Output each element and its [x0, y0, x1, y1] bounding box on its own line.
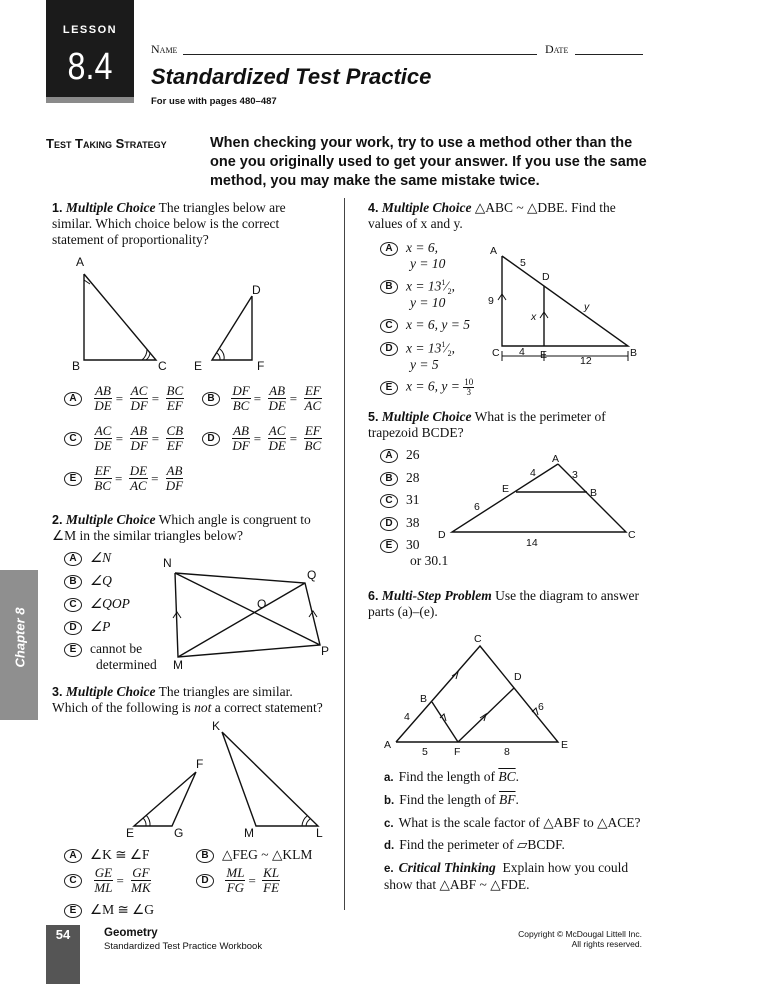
question-type: Multiple Choice: [65, 684, 156, 699]
question-4: [368, 200, 648, 232]
q3-choice-a[interactable]: A ∠K ≅ ∠F: [64, 847, 150, 863]
q5-trapezoid-figure: [430, 450, 640, 550]
q4-label-4: 4: [519, 346, 525, 358]
question-text: Which angle is congruent to ∠M in the similar triangles below?: [52, 512, 311, 543]
column-divider: [344, 198, 345, 910]
q6-label-b: B: [420, 693, 428, 705]
q3-label-l: L: [316, 826, 323, 840]
q1-label-a: A: [76, 255, 85, 269]
q2-label-n: N: [163, 556, 172, 570]
q4-triangle-figure: [484, 238, 644, 368]
q1-label-c: C: [158, 359, 167, 373]
q2-choice-d[interactable]: D ∠P: [64, 619, 110, 635]
copyright: Copyright © McDougal Littell Inc. All rights reserved.: [518, 929, 642, 949]
q3-label-f: F: [196, 757, 204, 771]
q5-choice-d[interactable]: D 38: [380, 515, 420, 531]
q6-label-e: E: [561, 739, 569, 751]
q4-label-d: D: [542, 271, 550, 283]
question-text: The triangles are similar. Which of the following is: [52, 684, 293, 715]
q6-label-c: C: [474, 633, 482, 645]
book-title: Geometry: [104, 927, 158, 939]
q1-label-b: B: [72, 359, 81, 373]
q5-label-b: B: [590, 487, 598, 499]
q6-triangle-figure: [380, 628, 580, 763]
question-type: Multi-Step Problem: [381, 588, 492, 603]
page-title: Standardized Test Practice: [151, 64, 432, 89]
q4-label-y: y: [584, 301, 590, 313]
q5-choice-e-cont: or 30.1: [410, 553, 449, 568]
q2-label-m: M: [173, 658, 183, 672]
q1-choice-b[interactable]: B $\frac{DF}{BC}$ = $\frac{AB}{DE}$ = $\frac{EF}{AC}$: [202, 384, 322, 413]
q6-label-8: 8: [504, 746, 510, 758]
q5-label-3: 3: [572, 469, 578, 481]
q4-label-a: A: [490, 245, 498, 257]
q4-label-c: C: [492, 347, 500, 359]
q4-label-b: B: [630, 347, 638, 359]
question-5: [368, 409, 648, 441]
q1-triangles-figure: [60, 252, 280, 374]
q3-label-e: E: [126, 826, 135, 840]
q1-choice-e[interactable]: E $\frac{EF}{BC}$ = $\frac{DE}{AC}$ = $\frac{AB}{DF}$: [64, 464, 184, 493]
question-type: Multiple Choice: [381, 409, 472, 424]
q3-triangles-figure: [120, 718, 335, 842]
q5-label-e: E: [502, 483, 510, 495]
q2-choice-e[interactable]: E cannot be: [64, 641, 142, 657]
q2-bowtie-figure: [155, 555, 340, 675]
q6-label-a: A: [384, 739, 392, 751]
q4-choice-d[interactable]: D $x = 13^1⁄_2$,: [380, 340, 455, 358]
question-type: Multiple Choice: [381, 200, 472, 215]
lesson-number: 8.4: [67, 46, 113, 88]
page-number: 54: [55, 927, 71, 942]
choice-bubble: A: [64, 392, 82, 406]
q6-part-c: c. What is the scale factor of △ABF to △ACE?: [384, 815, 641, 830]
q4-label-5: 5: [520, 257, 526, 269]
strategy-label: Test Taking Strategy: [46, 136, 167, 151]
q5-choice-b[interactable]: B 28: [380, 470, 420, 486]
q4-label-12: 12: [580, 355, 592, 367]
chapter-tab-label: Chapter 8: [12, 607, 28, 668]
q4-choice-c[interactable]: C x = 6, y = 5: [380, 317, 470, 333]
lesson-word: LESSON: [62, 24, 118, 36]
date-label: Date: [545, 42, 569, 56]
q3-label-g: G: [174, 826, 184, 840]
q2-choice-b[interactable]: B ∠Q: [64, 573, 112, 589]
q5-label-4: 4: [530, 467, 536, 479]
lesson-badge: [46, 0, 134, 103]
q6-part-e: e. Critical Thinking Explain how you could show that △ABF ~ △FDE.: [384, 860, 629, 892]
q2-label-o: O: [257, 597, 267, 611]
question-type: Multiple Choice: [65, 200, 156, 215]
q6-label-f: F: [454, 746, 461, 758]
question-3: 3. Multiple Choice The triangles are similar. Which of the following is not a correct statement?: [52, 684, 323, 715]
q2-label-q: Q: [307, 568, 317, 582]
q4-label-e: E: [540, 349, 548, 361]
q1-label-f: F: [257, 359, 265, 373]
question-number: 6.: [368, 589, 379, 603]
choice-bubble: C: [64, 432, 82, 446]
q1-choice-c[interactable]: C $\frac{AC}{DE}$ = $\frac{AB}{DF}$ = $\frac{CB}{EF}$: [64, 424, 184, 453]
question-number: 3.: [52, 685, 63, 699]
for-use-note: For use with pages 480–487: [151, 96, 277, 107]
q5-label-c: C: [628, 529, 636, 541]
q6-label-d: D: [514, 671, 522, 683]
q2-choice-e-cont: determined: [96, 657, 157, 672]
q4-label-9: 9: [488, 295, 494, 307]
q6-label-6: 6: [538, 701, 544, 713]
name-line[interactable]: [183, 54, 537, 55]
q5-label-14: 14: [526, 537, 538, 549]
q3-choice-b[interactable]: B △FEG ~ △KLM: [196, 847, 312, 863]
q1-label-e: E: [194, 359, 203, 373]
question-number: 4.: [368, 201, 379, 215]
question-text: The triangles below are similar. Which choice below is the correct statement of proportionality?: [52, 200, 286, 247]
date-line[interactable]: [575, 54, 643, 55]
question-6: [368, 588, 648, 620]
q4-choice-e[interactable]: E x = 6, y = $\frac{10}{3}$: [380, 378, 474, 397]
q1-choice-a[interactable]: A $\frac{AB}{DE}$ = $\frac{AC}{DF}$ = $\frac{BC}{EF}$: [64, 384, 184, 413]
question-type: Multiple Choice: [65, 512, 156, 527]
q3-label-m: M: [244, 826, 254, 840]
q5-label-6: 6: [474, 501, 480, 513]
q3-choice-c[interactable]: C $\frac{GE}{ML}$ = $\frac{GF}{MK}$: [64, 866, 152, 895]
q2-label-p: P: [321, 644, 330, 658]
q4-choice-a[interactable]: A x = 6,: [380, 240, 438, 256]
choice-bubble: E: [64, 472, 82, 486]
q5-choice-e[interactable]: E 30: [380, 537, 420, 553]
question-2: [52, 512, 322, 544]
q6-part-b: b. Find the length of $\overline{BF}$.: [384, 792, 519, 807]
question-text: What is the perimeter of trapezoid BCDE?: [368, 409, 606, 440]
q6-label-4: 4: [404, 711, 410, 723]
q2-choice-c[interactable]: C ∠QOP: [64, 596, 130, 612]
q4-choice-b[interactable]: B $x = 13^1⁄_2$,: [380, 278, 455, 296]
q3-choice-e[interactable]: E ∠M ≅ ∠G: [64, 902, 154, 918]
q5-label-d: D: [438, 529, 446, 541]
lesson-badge-shadow: [46, 97, 134, 103]
book-subtitle: Standardized Test Practice Workbook: [104, 941, 263, 952]
question-text: △ABC ~ △DBE. Find the values of x and y.: [368, 200, 616, 231]
q4-choice-d-cont: y = 5: [410, 357, 439, 372]
strategy-text: When checking your work, try to use a method other than the one you originally used to get your answer. If you use the same method, you may make the same mistake twice.: [210, 135, 647, 189]
name-label: Name: [151, 42, 178, 56]
q1-choice-d[interactable]: D $\frac{AB}{DF}$ = $\frac{AC}{DE}$ = $\frac{EF}{BC}$: [202, 424, 322, 453]
q5-label-a: A: [552, 453, 560, 465]
q3-choice-d[interactable]: D $\frac{ML}{FG}$ = $\frac{KL}{FE}$: [196, 866, 280, 895]
q1-label-d: D: [252, 283, 261, 297]
q4-choice-b-cont: y = 10: [410, 295, 446, 310]
q4-label-x: x: [531, 311, 537, 323]
question-number: 5.: [368, 410, 379, 424]
choice-bubble: B: [202, 392, 220, 406]
q6-label-5: 5: [422, 746, 428, 758]
question-number: 2.: [52, 513, 63, 527]
q5-choice-c[interactable]: C 31: [380, 492, 420, 508]
q6-part-a: a. Find the length of $\overline{BC}$.: [384, 769, 519, 784]
q4-choice-a-cont: y = 10: [410, 256, 446, 271]
q5-choice-a[interactable]: A 26: [380, 447, 420, 463]
question-text: Use the diagram to answer parts (a)–(e).: [368, 588, 640, 619]
q6-part-d: d. Find the perimeter of ▱BCDF.: [384, 837, 565, 852]
question-1: [52, 200, 322, 248]
q2-choice-a[interactable]: A ∠N: [64, 550, 111, 566]
choice-bubble: D: [202, 432, 220, 446]
question-number: 1.: [52, 201, 63, 215]
q3-label-k: K: [212, 719, 221, 733]
